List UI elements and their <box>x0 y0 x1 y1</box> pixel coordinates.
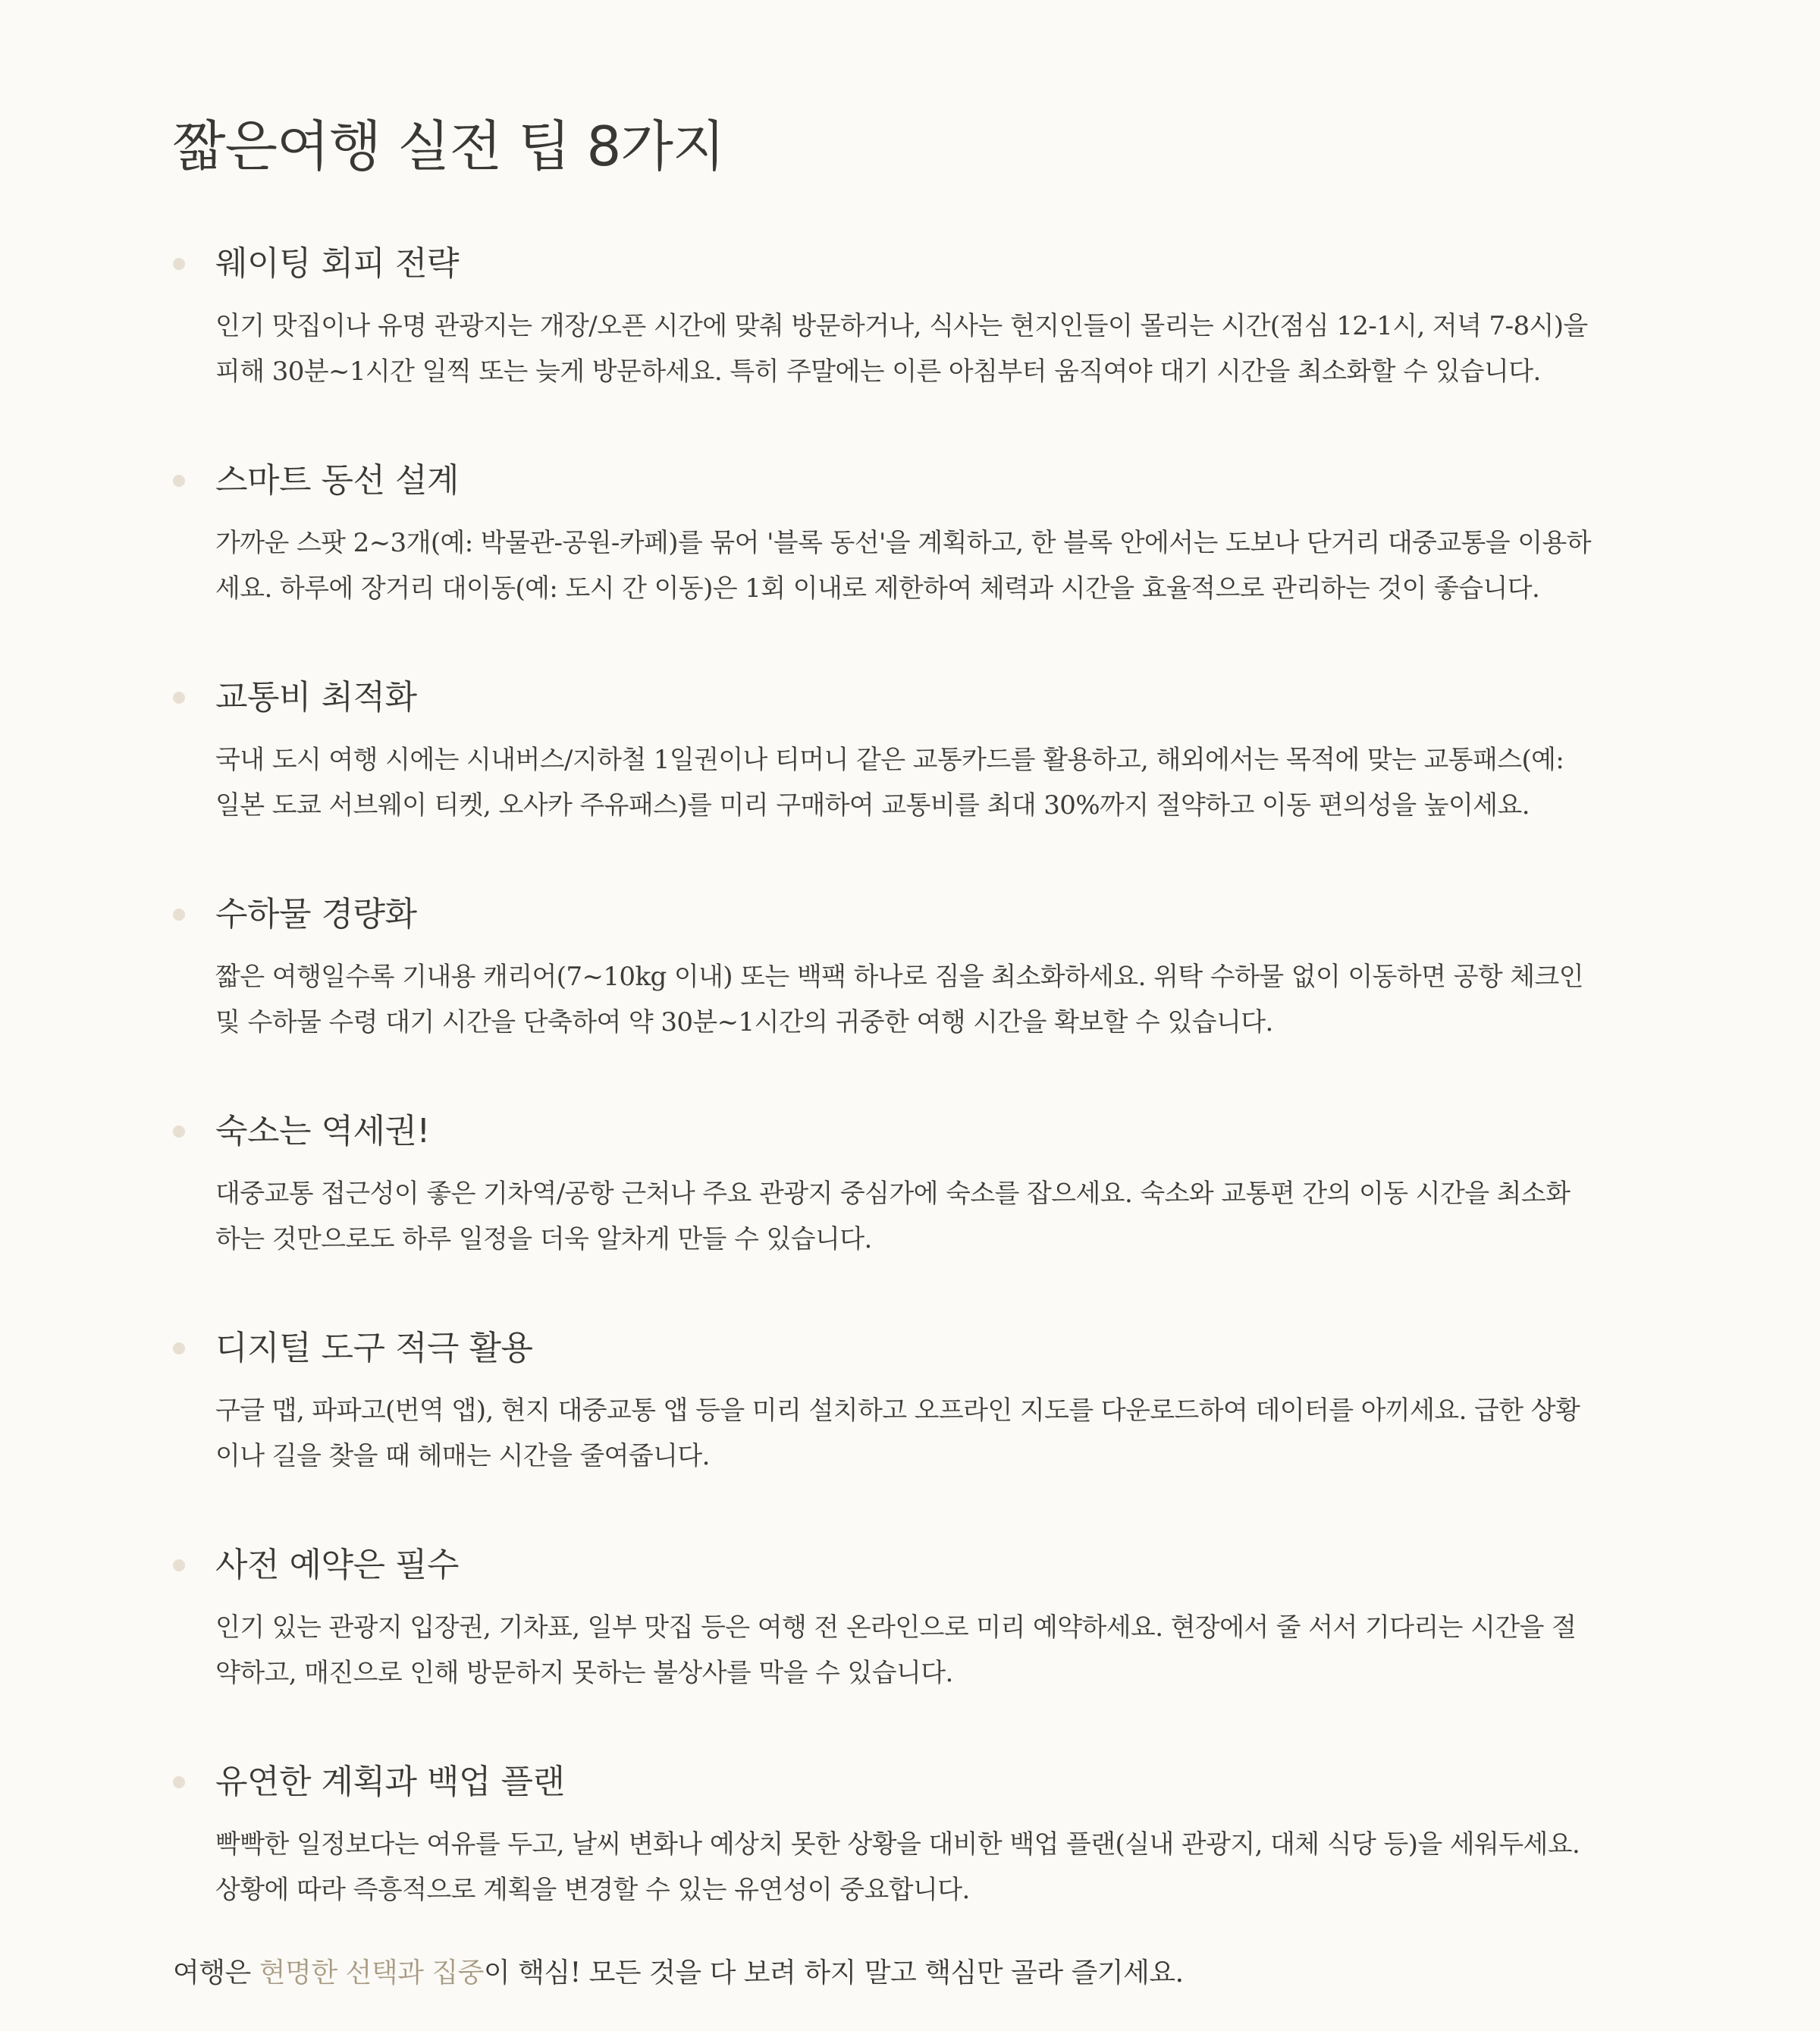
tip-description-line: 구글 맵, 파파고(번역 앱), 현지 대중교통 앱 등을 미리 설치하고 오프라인 지도를 다운로드하여 데이터를 아끼세요. 급한 상황 <box>215 1395 1580 1427</box>
tip-title: 사전 예약은 필수 <box>215 1546 459 1585</box>
closing-note <box>173 1951 1647 1996</box>
tip-title: 디지털 도구 적극 활용 <box>215 1329 533 1368</box>
tip-description-line: 이나 길을 찾을 때 헤매는 시간을 줄여줍니다. <box>215 1441 710 1472</box>
bullet-dot-icon <box>173 1125 185 1138</box>
tip-description <box>215 303 1647 394</box>
tip-description-line: 약하고, 매진으로 인해 방문하지 못하는 불상사를 막을 수 있습니다. <box>215 1658 953 1689</box>
list-item <box>173 1755 1647 1913</box>
bullet-dot-icon <box>173 258 185 270</box>
bullet-dot-icon <box>173 692 185 704</box>
tip-title: 스마트 동선 설계 <box>215 461 459 501</box>
tip-description <box>215 1605 1647 1696</box>
bullet-dot-icon <box>173 909 185 921</box>
closing-text-after: 이 핵심! 모든 것을 다 보려 하지 말고 핵심만 골라 즐기세요. <box>483 1957 1184 1989</box>
tip-description-line: 빡빡한 일정보다는 여유를 두고, 날씨 변화나 예상치 못한 상황을 대비한 백업 플랜(실내 관광지, 대체 식당 등)을 세워두세요. <box>215 1829 1580 1860</box>
tip-description-line: 세요. 하루에 장거리 대이동(예: 도시 간 이동)은 1회 이내로 제한하여 체력과 시간을 효율적으로 관리하는 것이 좋습니다. <box>215 573 1540 604</box>
tip-title: 교통비 최적화 <box>215 678 417 717</box>
tip-description-line: 일본 도쿄 서브웨이 티켓, 오사카 주유패스)를 미리 구매하여 교통비를 최대 30%까지 절약하고 이동 편의성을 높이세요. <box>215 790 1530 821</box>
bullet-dot-icon <box>173 1559 185 1571</box>
tip-description <box>215 1171 1647 1262</box>
tip-title: 숙소는 역세권! <box>215 1112 430 1151</box>
tip-title: 웨이팅 회피 전략 <box>215 244 459 284</box>
tip-description-line: 인기 있는 관광지 입장권, 기차표, 일부 맛집 등은 여행 전 온라인으로 미리 예약하세요. 현장에서 줄 서서 기다리는 시간을 절 <box>215 1612 1577 1643</box>
article <box>173 114 1647 1996</box>
tip-description-line: 대중교통 접근성이 좋은 기차역/공항 근처나 주요 관광지 중심가에 숙소를 잡으세요. 숙소와 교통편 간의 이동 시간을 최소화 <box>215 1179 1571 1210</box>
tip-description <box>215 737 1647 828</box>
tip-description-line: 하는 것만으로도 하루 일정을 더욱 알차게 만들 수 있습니다. <box>215 1224 872 1255</box>
tip-description-line: 짧은 여행일수록 기내용 캐리어(7~10kg 이내) 또는 백팩 하나로 짐을 최소화하세요. 위탁 수하물 없이 이동하면 공항 체크인 <box>215 962 1584 993</box>
list-item <box>173 237 1647 394</box>
bullet-dot-icon <box>173 1776 185 1788</box>
tip-description-line: 및 수하물 수령 대기 시간을 단축하여 약 30분~1시간의 귀중한 여행 시간을 확보할 수 있습니다. <box>215 1007 1273 1038</box>
tip-title: 수하물 경량화 <box>215 895 417 934</box>
tip-title: 유연한 계획과 백업 플랜 <box>215 1763 565 1802</box>
tip-description-line: 가까운 스팟 2~3개(예: 박물관-공원-카페)를 묶어 '블록 동선'을 계획하고, 한 블록 안에서는 도보나 단거리 대중교통을 이용하 <box>215 528 1591 559</box>
tips-list <box>173 237 1647 1913</box>
bullet-dot-icon <box>173 1342 185 1355</box>
tip-description-line: 국내 도시 여행 시에는 시내버스/지하철 1일권이나 티머니 같은 교통카드를 활용하고, 해외에서는 목적에 맞는 교통패스(예: <box>215 745 1564 776</box>
tip-description <box>215 520 1647 611</box>
tip-description <box>215 1822 1647 1913</box>
tip-description-line: 피해 30분~1시간 일찍 또는 늦게 방문하세요. 특히 주말에는 이른 아침부터 움직여야 대기 시간을 최소화할 수 있습니다. <box>215 356 1541 388</box>
bullet-dot-icon <box>173 475 185 487</box>
tip-description-line: 인기 맛집이나 유명 관광지는 개장/오픈 시간에 맞춰 방문하거나, 식사는 현지인들이 몰리는 시간(점심 12-1시, 저녁 7-8시)을 <box>215 311 1588 342</box>
list-item <box>173 1104 1647 1262</box>
list-item <box>173 1538 1647 1696</box>
tip-description <box>215 1388 1647 1479</box>
closing-highlight: 현명한 선택과 집중 <box>259 1957 484 1989</box>
list-item <box>173 1321 1647 1479</box>
list-item <box>173 887 1647 1045</box>
list-item <box>173 670 1647 828</box>
tip-description-line: 상황에 따라 즉흥적으로 계획을 변경할 수 있는 유연성이 중요합니다. <box>215 1875 970 1906</box>
list-item <box>173 454 1647 611</box>
page-title: 짧은여행 실전 팁 8가지 <box>173 115 725 178</box>
closing-text-before: 여행은 <box>173 1957 259 1989</box>
tip-description <box>215 954 1647 1045</box>
